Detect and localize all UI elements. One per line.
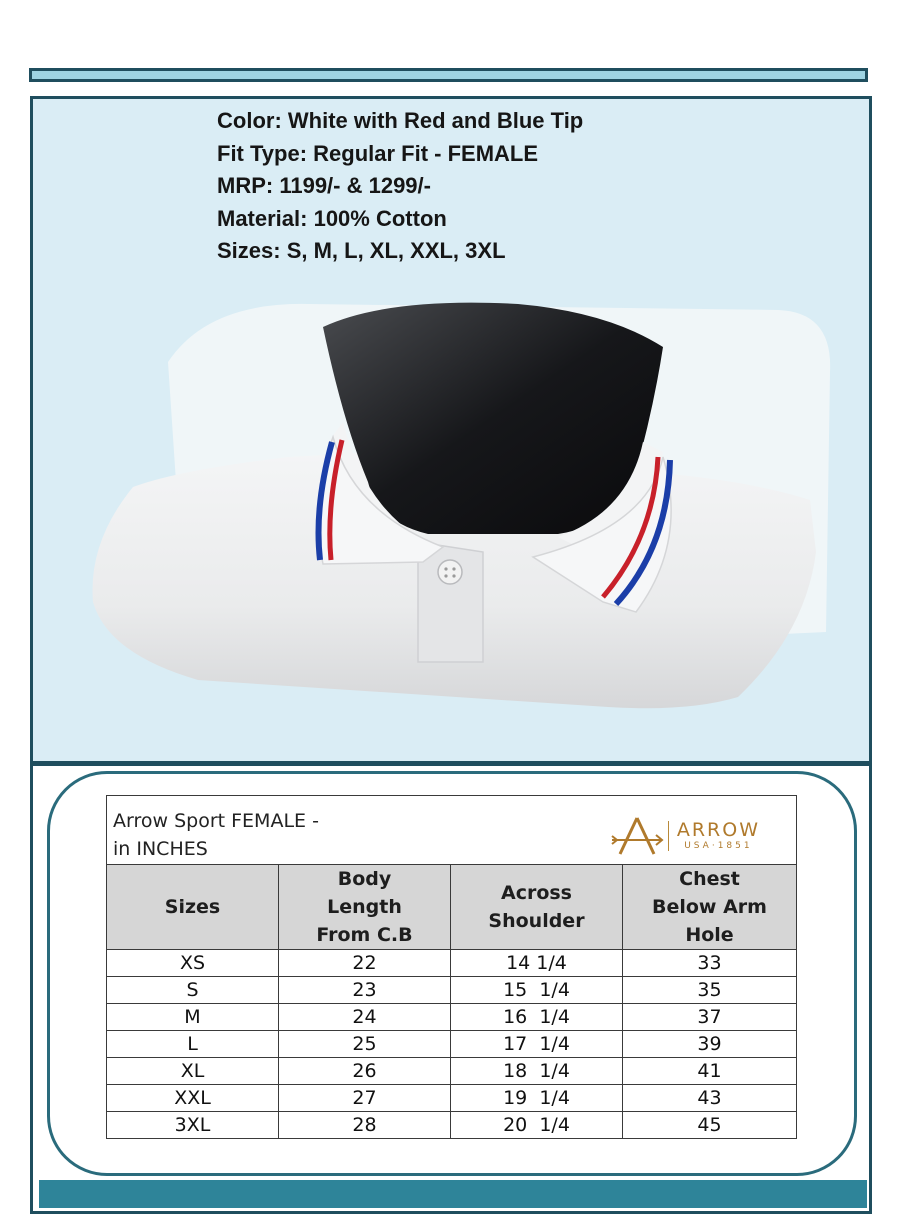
- size-chart-title: Arrow Sport FEMALE - in INCHES: [113, 810, 319, 860]
- table-row: [107, 1085, 797, 1112]
- cell-chest: 43: [623, 1085, 797, 1112]
- arrow-a-logo-icon: [610, 816, 664, 856]
- cell-length: 25: [279, 1031, 451, 1058]
- cell-size: 3XL: [107, 1112, 279, 1139]
- polo-collar-image: [88, 302, 838, 722]
- spec-color: Color: White with Red and Blue Tip: [217, 108, 584, 133]
- cell-size: S: [107, 977, 279, 1004]
- brand-name: ARROW: [676, 819, 760, 841]
- spec-sizes: Sizes: S, M, L, XL, XXL, 3XL: [217, 238, 506, 263]
- product-panel: [30, 96, 872, 764]
- spec-mrp: MRP: 1199/- & 1299/-: [217, 173, 431, 198]
- column-header-across-shoulder: Across Shoulder: [451, 865, 623, 950]
- cell-length: 24: [279, 1004, 451, 1031]
- column-header-chest: Chest Below Arm Hole: [623, 865, 797, 950]
- top-accent-bar: [29, 68, 868, 82]
- table-row: [107, 1058, 797, 1085]
- size-chart-header: [107, 796, 797, 865]
- cell-shoulder: 15 1/4: [451, 977, 623, 1004]
- cell-size: XXL: [107, 1085, 279, 1112]
- size-chart-table: [106, 795, 797, 1139]
- cell-length: 23: [279, 977, 451, 1004]
- shirt-button: [438, 560, 462, 584]
- cell-size: XL: [107, 1058, 279, 1085]
- cell-size: XS: [107, 950, 279, 977]
- cell-chest: 41: [623, 1058, 797, 1085]
- cell-chest: 33: [623, 950, 797, 977]
- bottom-accent-bar: [39, 1180, 867, 1208]
- cell-length: 22: [279, 950, 451, 977]
- cell-length: 28: [279, 1112, 451, 1139]
- table-row: [107, 1004, 797, 1031]
- table-row: [107, 1031, 797, 1058]
- cell-shoulder: 14 1/4: [451, 950, 623, 977]
- table-row: [107, 977, 797, 1004]
- column-header-body-length: Body Length From C.B: [279, 865, 451, 950]
- product-specs: [217, 105, 583, 268]
- cell-shoulder: 16 1/4: [451, 1004, 623, 1031]
- brand-tagline: USA·1851: [684, 841, 753, 851]
- cell-length: 26: [279, 1058, 451, 1085]
- spec-fit-type: Fit Type: Regular Fit - FEMALE: [217, 140, 539, 166]
- cell-chest: 45: [623, 1112, 797, 1139]
- cell-shoulder: 18 1/4: [451, 1058, 623, 1085]
- cell-shoulder: 19 1/4: [451, 1085, 623, 1112]
- table-row: [107, 950, 797, 977]
- size-chart-column-headers: [107, 865, 797, 950]
- cell-chest: 37: [623, 1004, 797, 1031]
- cell-size: M: [107, 1004, 279, 1031]
- cell-length: 27: [279, 1085, 451, 1112]
- cell-chest: 39: [623, 1031, 797, 1058]
- cell-shoulder: 17 1/4: [451, 1031, 623, 1058]
- brand-logo: [610, 816, 760, 856]
- cell-shoulder: 20 1/4: [451, 1112, 623, 1139]
- cell-chest: 35: [623, 977, 797, 1004]
- column-header-sizes: Sizes: [107, 865, 279, 950]
- spec-material: Material: 100% Cotton: [217, 205, 447, 231]
- table-row: [107, 1112, 797, 1139]
- cell-size: L: [107, 1031, 279, 1058]
